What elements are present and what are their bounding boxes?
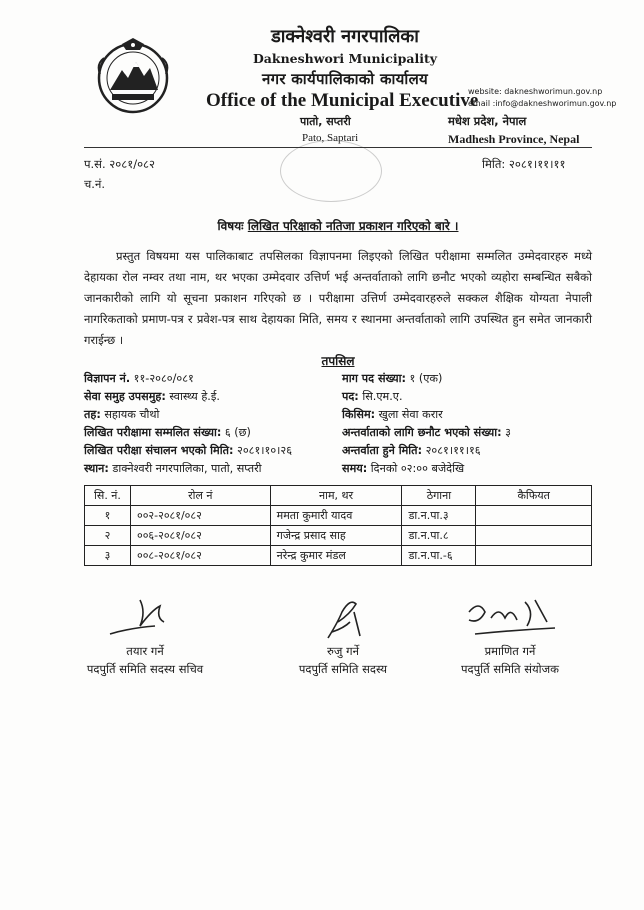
info-item: तह: सहायक चौथो bbox=[84, 408, 160, 421]
handwritten-signature-icon bbox=[455, 592, 565, 642]
info-item: अन्तर्वाता हुने मिति: २०८१।११।१६ bbox=[342, 444, 481, 457]
table-header-row bbox=[85, 486, 592, 506]
info-left-column bbox=[84, 370, 292, 478]
info-item: पद: सि.एम.ए. bbox=[342, 390, 403, 403]
cell-sn: ३ bbox=[85, 546, 131, 566]
handwritten-signature-icon bbox=[298, 592, 388, 642]
cell-roll: ००६-२०८१/०८२ bbox=[130, 526, 270, 546]
office-title-en: Office of the Municipal Executive bbox=[206, 90, 479, 111]
info-item: स्थान: डाक्नेश्वरी नगरपालिका, पातो, सप्तरी bbox=[84, 462, 262, 475]
cell-remarks bbox=[476, 506, 592, 526]
signature-block-certified bbox=[420, 592, 600, 678]
cell-address: डा.न.पा.३ bbox=[402, 506, 476, 526]
info-item: सेवा समुह उपसमुह: स्वास्थ्य हे.ई. bbox=[84, 390, 220, 403]
cell-remarks bbox=[476, 546, 592, 566]
address-en: Pato, Saptari bbox=[302, 132, 359, 144]
info-item: किसिम: खुला सेवा करार bbox=[342, 408, 443, 421]
header-name: नाम, थर bbox=[270, 486, 402, 506]
table-row bbox=[85, 546, 592, 566]
details-heading: तपसिल bbox=[321, 354, 355, 368]
reference-number: प.सं. २०८१/०८२ bbox=[84, 157, 156, 171]
body-paragraph: प्रस्तुत विषयमा यस पालिकाबाट तपसिलका विज्ञापनमा लिइएको लिखित परीक्षामा सम्मलित उम्मेदवारहरु मध्ये देहायका रोल नम्वर तथा नाम, थर भएका उम्मेदवार उत्तिर्ण भई अन्तर्वाताको लागि छनौट भएको व्यहोरा सम्बन्धित सबैको जानकारीको लागि यो सूचना प्रकाशन गरिएको छ । परीक्षामा उत्तिर्ण उम्मेदवारहरुले सक्कल शैक्षिक योग्यता नेपाली नागरिकताको प्रमाण-पत्र र प्रवेश-पत्र साथ देहायका मिति, समय र स्थानमा अन्तर्वाताको लागि उपस्थित हुन समेत जानकारी गराईन्छ । bbox=[84, 249, 592, 347]
subject-line bbox=[84, 217, 592, 234]
header-roll: रोल नं bbox=[130, 486, 270, 506]
info-item: समय: दिनको ०२:०० बजेदेखि bbox=[342, 462, 465, 475]
cell-sn: २ bbox=[85, 526, 131, 546]
dispatch-number: च.नं. bbox=[84, 177, 105, 191]
signature-title: पदपुर्ति समिति सदस्य bbox=[298, 662, 388, 676]
address-np: पातो, सप्तरी bbox=[300, 115, 351, 128]
signature-role: प्रमाणित गर्ने bbox=[484, 644, 536, 658]
cell-remarks bbox=[476, 526, 592, 546]
signature-block-prepared bbox=[70, 592, 220, 678]
table-row bbox=[85, 526, 592, 546]
signature-title: पदपुर्ति समिति संयोजक bbox=[461, 662, 559, 676]
info-right-column bbox=[342, 370, 511, 478]
municipality-title-en: Dakneshwori Municipality bbox=[252, 51, 438, 66]
cell-address: डा.न.पा.-६ bbox=[402, 546, 476, 566]
office-stamp bbox=[280, 140, 382, 202]
header-center bbox=[200, 26, 490, 88]
info-item: माग पद संख्या: १ (एक) bbox=[342, 372, 443, 385]
cell-name: गजेन्द्र प्रसाद साह bbox=[270, 526, 402, 546]
table-row bbox=[85, 506, 592, 526]
contact-info bbox=[468, 86, 616, 110]
province-np: मधेश प्रदेश, नेपाल bbox=[448, 114, 527, 128]
info-item: लिखित परीक्षा संचालन भएको मिति: २०८१।१०।२६ bbox=[84, 444, 293, 457]
email-text: email :info@dakneshworimun.gov.np bbox=[468, 99, 617, 108]
website-text: website: dakneshworimun.gov.np bbox=[468, 87, 603, 96]
signature-title: पदपुर्ति समिति सदस्य सचिव bbox=[86, 662, 204, 676]
subject-label: विषयः bbox=[217, 219, 244, 233]
cell-sn: १ bbox=[85, 506, 131, 526]
cell-address: डा.न.पा.८ bbox=[402, 526, 476, 546]
info-item: विज्ञापन नं. ११-२०८०/०८१ bbox=[84, 372, 194, 385]
info-item: अन्तर्वाताको लागि छनौट भएको संख्या: ३ bbox=[342, 426, 511, 439]
province-en: Madhesh Province, Nepal bbox=[448, 132, 580, 146]
header-remarks: कैफियत bbox=[476, 486, 592, 506]
issue-date: मिति: २०८१।११।११ bbox=[482, 157, 566, 171]
header-sn: सि. नं. bbox=[85, 486, 131, 506]
office-title-np: नगर कार्यपालिकाको कार्यालय bbox=[261, 70, 429, 88]
cell-name: नरेन्द्र कुमार मंडल bbox=[270, 546, 402, 566]
results-table bbox=[84, 485, 592, 566]
info-item: लिखित परीक्षामा सम्मलित संख्या: ६ (छ) bbox=[84, 426, 251, 439]
signature-role: तयार गर्ने bbox=[126, 644, 164, 658]
municipality-title-np: डाक्नेश्वरी नगरपालिका bbox=[271, 26, 419, 47]
signature-role: रुजु गर्ने bbox=[327, 644, 359, 658]
cell-roll: ००२-२०८१/०८२ bbox=[130, 506, 270, 526]
municipality-emblem-icon bbox=[92, 34, 174, 116]
header-address: ठेगाना bbox=[402, 486, 476, 506]
subject-text: लिखित परिक्षाको नतिजा प्रकाशन गरिएको बारे । bbox=[247, 219, 459, 233]
cell-name: ममता कुमारी यादव bbox=[270, 506, 402, 526]
cell-roll: ००८-२०८१/०८२ bbox=[130, 546, 270, 566]
signature-block-verified bbox=[268, 592, 418, 678]
handwritten-signature-icon bbox=[100, 592, 190, 642]
